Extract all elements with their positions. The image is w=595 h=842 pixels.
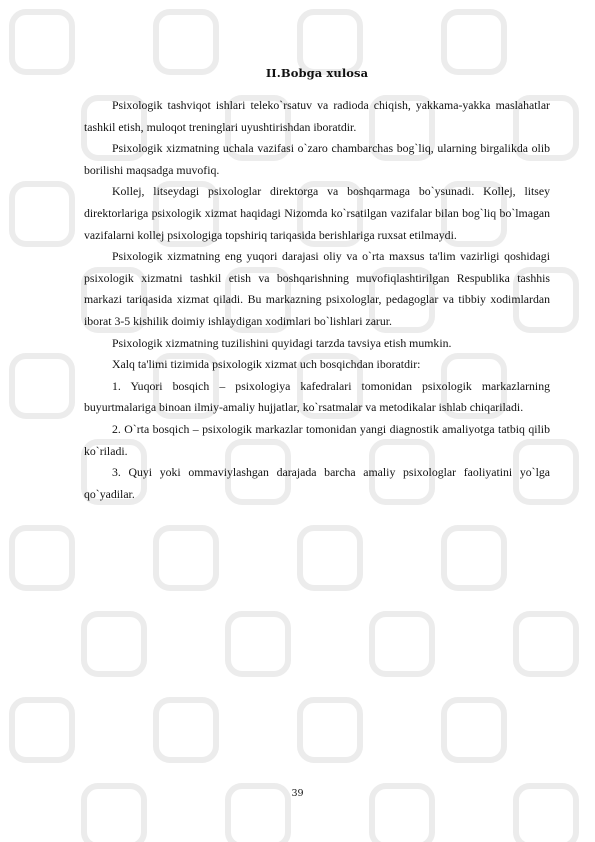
document-body	[84, 66, 550, 505]
paragraph-3: Kollej, litseydagi psixologlar direktorga va boshqarmaga bo`ysunadi. Kollej, litsey direktorlariga psixologik xizmat haqidagi Nizomda ko`rsatilgan vazifalar bilan bog`liq bo`lmagan vazifalarni kollej psixologiga topshiriq tariqasida berishlariga ruxsat etilmaydi.	[84, 184, 550, 242]
paragraph-2: Psixologik xizmatning uchala vazifasi o`zaro chambarchas bog`liq, ularning birgalikda olib borilishi maqsadga muvofiq.	[84, 141, 550, 177]
list-item-1: 1. Yuqori bosqich – psixologiya kafedralari tomonidan psixologik markazlarning buyurtmalariga binoan ilmiy-amaliy hujjatlar, ko`rsatmalar va metodikalar ishlab chiqariladi.	[84, 378, 550, 415]
paragraph-1: Psixologik tashviqot ishlari teleko`rsatuv va radioda chiqish, yakkama-yakka maslahatlar tashkil etish, muloqot treninglari uyushtirishdan iboratdir.	[84, 98, 550, 134]
paragraph-4: Psixologik xizmatning eng yuqori darajasi oliy va o`rta maxsus ta'lim vazirligi qoshidagi psixologik xizmatni tashkil etish va boshqarishning muvofiqlashtirilgan Respublika tashhis markazi tariqasida xizmat qiladi. Bu markazning psixologlar, pedagoglar va tibbiy xodimlardan iborat 3-5 kishilik doimiy ishlaydigan xodimlari bo`lishlari zarur.	[84, 249, 550, 328]
paragraph-6: Xalq ta'limi tizimida psixologik xizmat uch bosqichdan iboratdir:	[112, 357, 421, 372]
paragraph-5: Psixologik xizmatning tuzilishini quyidagi tarzda tavsiya etish mumkin.	[112, 335, 452, 350]
list-item-3: 3. Quyi yoki ommaviylashgan darajada barcha amaliy psixologlar faoliyatini yo`lga qo`yadilar.	[84, 465, 550, 501]
list-item-2: 2. O`rta bosqich – psixologik markazlar tomonidan yangi diagnostik amaliyotga tatbiq qilib ko`riladi.	[84, 421, 550, 458]
page-number: 39	[291, 788, 304, 799]
section-title: II.Bobga xulosa	[265, 66, 369, 80]
